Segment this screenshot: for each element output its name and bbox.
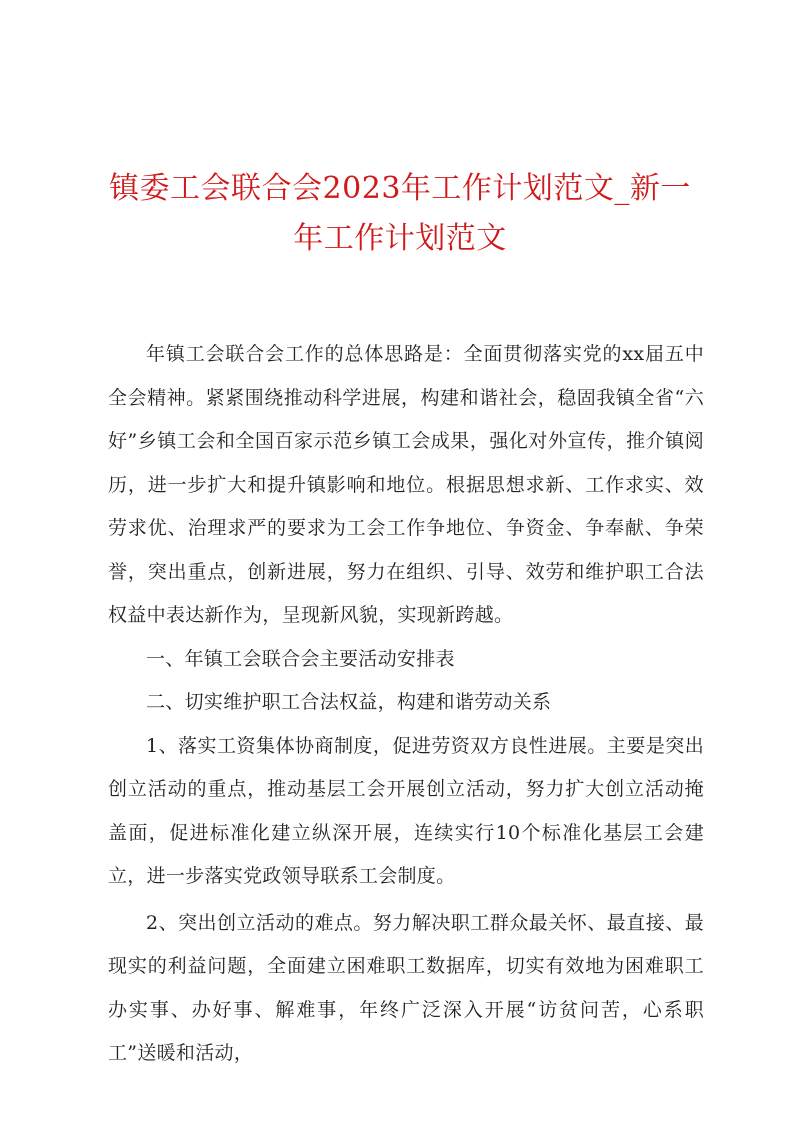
paragraph-item-one: 1、落实工资集体协商制度，促进劳资双方良性进展。主要是突出创立活动的重点，推动基层工会开展创立活动，努力扩大创立活动掩盖面，促进标准化建立纵深开展，连续实行10个标准化基层工会建立，进一步落实党政领导联系工会制度。 (108, 734, 704, 887)
paragraph-section-one: 一、年镇工会联合会主要活动安排表 (146, 647, 455, 670)
document-title: 镇委工会联合会2023年工作计划范文_新一年工作计划范文 (109, 171, 691, 256)
paragraph-item-two: 2、突出创立活动的难点。努力解决职工群众最关怀、最直接、最现实的利益问题，全面建立困难职工数据库，切实有效地为困难职工办实事、办好事、解难事，年终广泛深入开展“访贫问苦，心系职工”送暖和活动， (108, 911, 704, 1064)
document-body (108, 333, 704, 1076)
paragraph-section-two: 二、切实维护职工合法权益，构建和谐劳动关系 (146, 691, 552, 713)
paragraph-overview: 年镇工会联合会工作的总体思路是：全面贯彻落实党的xx届五中全会精神。紧紧围绕推动科学进展，构建和谐社会，稳固我镇全省“六好”乡镇工会和全国百家示范乡镇工会成果，强化对外宣传，推介镇阅历，进一步扩大和提升镇影响和地位。根据思想求新、工作求实、效劳求优、治理求严的要求为工会工作争地位、争资金、争奉献、争荣誉，突出重点，创新进展，努力在组织、引导、效劳和维护职工合法权益中表达新作为，呈现新风貌，实现新跨越。 (108, 343, 704, 626)
